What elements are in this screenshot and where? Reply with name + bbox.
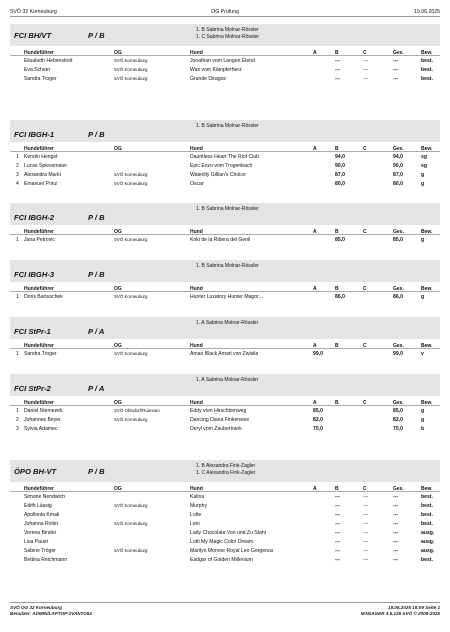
table-row	[10, 424, 440, 433]
cell-c: ---	[363, 511, 369, 518]
section-class: P / B	[88, 270, 105, 279]
cell-og: SVÖ Korneuburg	[114, 294, 148, 299]
cell-ges: 86,0	[393, 293, 403, 300]
cell-ges: ---	[393, 520, 399, 527]
column-header-a: A	[313, 285, 317, 292]
cell-hf: Jana Petrovic	[24, 236, 55, 243]
cell-bew: g	[421, 293, 425, 300]
cell-c: ---	[363, 502, 369, 509]
section-header	[10, 317, 440, 339]
cell-hf: Apollonia Kmak	[24, 511, 60, 518]
column-header-hf: Hundeführer	[24, 228, 54, 235]
cell-b: ---	[335, 556, 341, 563]
cell-bew: best.	[421, 502, 433, 509]
cell-no: 2	[16, 416, 19, 423]
cell-hund: Epic Enzo vom Trogenbach	[190, 162, 253, 169]
table-row	[10, 179, 440, 188]
cell-hf: Alexandra Markl	[24, 171, 61, 178]
judges-list	[196, 463, 255, 477]
cell-ges: 85,0	[393, 407, 403, 414]
cell-hund: Murphy	[190, 502, 207, 509]
cell-hf: Lucas Spiessmaier	[24, 162, 68, 169]
event-date: 19.06.2025	[414, 9, 440, 15]
cell-no: 3	[16, 171, 19, 178]
column-header-bew: Bew.	[421, 285, 433, 292]
cell-hund: Lotti My Magic Color Dream	[190, 538, 254, 545]
cell-bew: g	[421, 180, 425, 187]
cell-hund: Dauntless Heart The Riot Club	[190, 153, 259, 160]
cell-b: ---	[335, 493, 341, 500]
table-row	[10, 74, 440, 83]
cell-hf: Sandra Troger	[24, 75, 57, 82]
cell-hf: Bettina Reichmann	[24, 556, 68, 563]
section-header	[10, 120, 440, 142]
column-header-a: A	[313, 49, 317, 56]
cell-hund: Lady Chocolate Von und Zu Stahl	[190, 529, 266, 536]
cell-hund: Lotte	[190, 511, 202, 518]
section-title: ÖPO BH-VT	[14, 467, 57, 476]
column-header-og: OG	[114, 145, 122, 152]
column-header-b: B	[335, 228, 339, 235]
section-header	[10, 24, 440, 46]
judge-line: 1. B Sabrina Molnar-Rössler	[196, 206, 259, 212]
cell-ges: ---	[393, 493, 399, 500]
cell-bew: sg	[421, 162, 427, 169]
table-row	[10, 292, 440, 301]
column-header-c: C	[363, 49, 367, 56]
cell-b: ---	[335, 538, 341, 545]
cell-hf: Edith Lässig	[24, 502, 52, 509]
cell-hund: Eddy vom Hirschbirnweg	[190, 407, 247, 414]
cell-hf: Sylvia Adamec	[24, 425, 58, 432]
cell-c: ---	[363, 57, 369, 64]
cell-ges: ---	[393, 538, 399, 545]
column-header-c: C	[363, 145, 367, 152]
cell-bew: sg	[421, 153, 427, 160]
column-header-og: OG	[114, 228, 122, 235]
column-header-ges: Ges.	[393, 342, 404, 349]
judge-line: 1. A Sabrina Molnar-Rössler	[196, 377, 259, 383]
cell-bew: best.	[421, 57, 433, 64]
footer-club: SVÖ OG 32 Korneuburg	[10, 605, 63, 610]
column-header-ges: Ges.	[393, 285, 404, 292]
table-row	[10, 510, 440, 519]
cell-hf: Lisa Pauer	[24, 538, 49, 545]
cell-b: ---	[335, 547, 341, 554]
cell-bew: g	[421, 236, 425, 243]
cell-b: ---	[335, 511, 341, 518]
column-header-row	[10, 144, 440, 152]
column-header-bew: Bew.	[421, 485, 433, 492]
cell-b: 85,0	[335, 236, 345, 243]
column-header-c: C	[363, 399, 367, 406]
table-row	[10, 501, 440, 510]
column-header-bew: Bew.	[421, 228, 433, 235]
column-header-hf: Hundeführer	[24, 285, 54, 292]
section-class: P / A	[88, 384, 105, 393]
table-row	[10, 152, 440, 161]
cell-hund: Oscar	[190, 180, 204, 187]
cell-ges: 94,0	[393, 153, 403, 160]
cell-og: SVÖ Korneuburg	[114, 67, 148, 72]
cell-b: ---	[335, 75, 341, 82]
cell-c: ---	[363, 493, 369, 500]
cell-ges: ---	[393, 529, 399, 536]
cell-hund: Amari Black Amari von Zwisila	[190, 350, 259, 357]
column-header-ges: Ges.	[393, 228, 404, 235]
table-row	[10, 537, 440, 546]
cell-hund: Dancing Diana Finkenwse	[190, 416, 250, 423]
footer-user: Benutzer: ADMIN/LAPTOP-2VAN7O54	[10, 611, 92, 616]
section-title: FCI BH/VT	[14, 31, 52, 40]
column-header-b: B	[335, 285, 339, 292]
cell-og: SVÖ Korneuburg	[114, 417, 148, 422]
cell-a: 82,0	[313, 416, 323, 423]
cell-b: ---	[335, 520, 341, 527]
cell-hund: Waterlily Gillian's Choice	[190, 171, 246, 178]
cell-bew: g	[421, 407, 425, 414]
cell-ges: ---	[393, 556, 399, 563]
section-title: FCI StPr-1	[14, 327, 51, 336]
judge-line: 1. A Sabrina Molnar-Rössler	[196, 320, 259, 326]
column-header-row	[10, 284, 440, 292]
cell-no: 2	[16, 162, 19, 169]
cell-hf: Eva Scheer	[24, 66, 51, 73]
table-row	[10, 406, 440, 415]
event-title: OG Prüfung	[211, 9, 239, 15]
column-header-og: OG	[114, 342, 122, 349]
cell-bew: ausg.	[421, 529, 435, 536]
column-header-hf: Hundeführer	[24, 145, 54, 152]
cell-ges: 85,0	[393, 236, 403, 243]
column-header-row	[10, 341, 440, 349]
column-header-b: B	[335, 485, 339, 492]
table-row	[10, 528, 440, 537]
column-header-hf: Hundeführer	[24, 49, 54, 56]
club-name: SVÖ 32 Korneuburg	[10, 9, 57, 15]
judge-line: 1. B Alexandra Fink-Zagler	[196, 463, 256, 469]
judge-line: 1. B Sabrina Molnar-Rössler	[196, 263, 259, 269]
cell-no: 1	[16, 407, 19, 414]
cell-hf: Johanna Roller	[24, 520, 59, 527]
column-header-hund: Hund	[190, 285, 203, 292]
cell-hf: Simone Nendwich	[24, 493, 66, 500]
cell-bew: best.	[421, 66, 433, 73]
judge-line: 1. B Sabrina Molnar-Rössler	[196, 27, 259, 33]
column-header-hund: Hund	[190, 485, 203, 492]
cell-no: 4	[16, 180, 19, 187]
section-header	[10, 260, 440, 282]
cell-hund: Wax vom Kämpferherz	[190, 66, 242, 73]
column-header-og: OG	[114, 285, 122, 292]
table-row	[10, 235, 440, 244]
column-header-row	[10, 227, 440, 235]
cell-og: SVÖ Korneuburg	[114, 237, 148, 242]
table-row	[10, 555, 440, 564]
cell-b: 94,0	[335, 153, 345, 160]
judges-list	[196, 27, 259, 41]
table-row	[10, 349, 440, 358]
cell-bew: g	[421, 171, 425, 178]
column-header-hund: Hund	[190, 49, 203, 56]
cell-bew: best.	[421, 511, 433, 518]
cell-bew: ausg.	[421, 538, 435, 545]
cell-og: SVÖ Korneuburg	[114, 172, 148, 177]
section-class: P / B	[88, 130, 105, 139]
column-header-a: A	[313, 145, 317, 152]
column-header-og: OG	[114, 49, 122, 56]
section-header	[10, 460, 440, 482]
cell-bew: b	[421, 425, 425, 432]
cell-no: 1	[16, 153, 19, 160]
cell-ges: 99,0	[393, 350, 403, 357]
cell-bew: best.	[421, 75, 433, 82]
section-title: FCI StPr-2	[14, 384, 51, 393]
cell-bew: best.	[421, 493, 433, 500]
class-section	[10, 24, 440, 83]
page-footer	[10, 602, 440, 616]
cell-b: 90,0	[335, 162, 345, 169]
cell-hund: Marilyn Monroe Royal Leo Gorgeous	[190, 547, 274, 554]
cell-c: ---	[363, 75, 369, 82]
judge-line: 1. C Alexandra Fink-Zagler	[196, 470, 256, 476]
column-header-hund: Hund	[190, 399, 203, 406]
cell-no: 1	[16, 350, 19, 357]
cell-a: 99,0	[313, 350, 323, 357]
class-section	[10, 374, 440, 433]
column-header-hund: Hund	[190, 228, 203, 235]
cell-og: SVÖ Korneuburg	[114, 503, 148, 508]
column-header-a: A	[313, 342, 317, 349]
column-header-ges: Ges.	[393, 145, 404, 152]
cell-b: ---	[335, 529, 341, 536]
cell-ges: 80,0	[393, 180, 403, 187]
cell-no: 1	[16, 293, 19, 300]
table-row	[10, 170, 440, 179]
section-title: FCI IBGH-2	[14, 213, 55, 222]
judges-list	[196, 263, 259, 270]
judge-line: 1. C Sabrina Molnar-Rössler	[196, 34, 260, 40]
column-header-og: OG	[114, 485, 122, 492]
cell-hf: Sandra Troger	[24, 350, 57, 357]
cell-hf: Kerstin Hengst	[24, 153, 58, 160]
column-header-bew: Bew.	[421, 399, 433, 406]
page-header	[10, 9, 440, 17]
column-header-b: B	[335, 49, 339, 56]
cell-hund: Grande Diragos	[190, 75, 226, 82]
column-header-b: B	[335, 145, 339, 152]
judges-list	[196, 123, 259, 130]
cell-hund: Deryl vom Zaubertrank	[190, 425, 242, 432]
cell-b: 80,0	[335, 180, 345, 187]
cell-c: ---	[363, 538, 369, 545]
cell-hf: Doris Bartuschek	[24, 293, 63, 300]
column-header-bew: Bew.	[421, 49, 433, 56]
cell-hf: Emanuel Prinz	[24, 180, 58, 187]
table-row	[10, 492, 440, 501]
column-header-bew: Bew.	[421, 342, 433, 349]
cell-bew: v	[421, 350, 424, 357]
column-header-bew: Bew.	[421, 145, 433, 152]
cell-a: 70,0	[313, 425, 323, 432]
cell-hf: Elisabeth Hebenstreit	[24, 57, 73, 64]
cell-og: SVÖ Korneuburg	[114, 58, 148, 63]
cell-bew: best.	[421, 556, 433, 563]
judges-list	[196, 206, 259, 213]
column-header-c: C	[363, 485, 367, 492]
cell-og: SVÖ Korneuburg	[114, 181, 148, 186]
cell-hf: Daniel Niemezek	[24, 407, 63, 414]
cell-b: ---	[335, 57, 341, 64]
cell-hf: Verena Binder	[24, 529, 57, 536]
cell-b: ---	[335, 66, 341, 73]
cell-b: 87,0	[335, 171, 345, 178]
column-header-a: A	[313, 228, 317, 235]
column-header-ges: Ges.	[393, 49, 404, 56]
table-row	[10, 415, 440, 424]
cell-og: SVÖ Korneuburg	[114, 548, 148, 553]
column-header-og: OG	[114, 399, 122, 406]
class-section	[10, 317, 440, 358]
cell-b: 86,0	[335, 293, 345, 300]
cell-no: 1	[16, 236, 19, 243]
column-header-row	[10, 48, 440, 56]
section-header	[10, 203, 440, 225]
section-header	[10, 374, 440, 396]
column-header-hf: Hundeführer	[24, 399, 54, 406]
judges-list	[196, 320, 258, 327]
cell-og: SVÖ Korneuburg	[114, 351, 148, 356]
judges-list	[196, 377, 258, 384]
cell-ges: 70,0	[393, 425, 403, 432]
column-header-row	[10, 484, 440, 492]
section-class: P / A	[88, 327, 105, 336]
cell-ges: ---	[393, 75, 399, 82]
cell-ges: ---	[393, 66, 399, 73]
cell-bew: ausg.	[421, 547, 435, 554]
cell-hund: Jonathan vom Langen Elend	[190, 57, 255, 64]
cell-hund: Kalina	[190, 493, 205, 500]
class-section	[10, 203, 440, 244]
column-header-a: A	[313, 485, 317, 492]
cell-ges: ---	[393, 511, 399, 518]
cell-og: SVÖ Ohlsdorf/Ruinsam	[114, 408, 160, 413]
table-row	[10, 546, 440, 555]
cell-ges: 90,0	[393, 162, 403, 169]
cell-hund: Leni	[190, 520, 200, 527]
cell-c: ---	[363, 556, 369, 563]
cell-hf: Johannes Beyer	[24, 416, 61, 423]
section-class: P / B	[88, 31, 105, 40]
section-class: P / B	[88, 467, 105, 476]
column-header-ges: Ges.	[393, 485, 404, 492]
column-header-c: C	[363, 228, 367, 235]
class-section	[10, 120, 440, 188]
cell-hund: Eadgar of Golden Millenium	[190, 556, 253, 563]
cell-c: ---	[363, 547, 369, 554]
column-header-c: C	[363, 342, 367, 349]
cell-hf: Sabine Tröger	[24, 547, 56, 554]
column-header-row	[10, 398, 440, 406]
column-header-a: A	[313, 399, 317, 406]
cell-c: ---	[363, 520, 369, 527]
table-row	[10, 519, 440, 528]
cell-c: ---	[363, 529, 369, 536]
column-header-hf: Hundeführer	[24, 342, 54, 349]
column-header-ges: Ges.	[393, 399, 404, 406]
cell-og: SVÖ Korneuburg	[114, 76, 148, 81]
section-title: FCI IBGH-1	[14, 130, 55, 139]
column-header-hund: Hund	[190, 145, 203, 152]
footer-software: MANAGER 3.6.128 SVÖ © 2008-2025	[360, 611, 440, 616]
footer-timestamp-page: 19.06.2025 16:09 Seite 1	[387, 605, 440, 610]
cell-bew: best.	[421, 520, 433, 527]
cell-hund: Koki de la Ribera del Genil	[190, 236, 251, 243]
class-section	[10, 260, 440, 301]
section-title: FCI IBGH-3	[14, 270, 55, 279]
section-class: P / B	[88, 213, 105, 222]
table-row	[10, 161, 440, 170]
cell-bew: g	[421, 416, 425, 423]
cell-ges: 87,0	[393, 171, 403, 178]
cell-no: 3	[16, 425, 19, 432]
cell-hund: Hunter Luxatory Hunter Magor....	[190, 293, 265, 300]
cell-b: ---	[335, 502, 341, 509]
judge-line: 1. B Sabrina Molnar-Rössler	[196, 123, 259, 129]
cell-og: SVÖ Korneuburg	[114, 521, 148, 526]
column-header-b: B	[335, 342, 339, 349]
table-row	[10, 65, 440, 74]
cell-ges: 82,0	[393, 416, 403, 423]
column-header-c: C	[363, 285, 367, 292]
column-header-hund: Hund	[190, 342, 203, 349]
table-row	[10, 56, 440, 65]
column-header-b: B	[335, 399, 339, 406]
column-header-hf: Hundeführer	[24, 485, 54, 492]
cell-a: 85,0	[313, 407, 323, 414]
class-section	[10, 460, 440, 564]
cell-ges: ---	[393, 502, 399, 509]
cell-c: ---	[363, 66, 369, 73]
cell-ges: ---	[393, 547, 399, 554]
cell-ges: ---	[393, 57, 399, 64]
